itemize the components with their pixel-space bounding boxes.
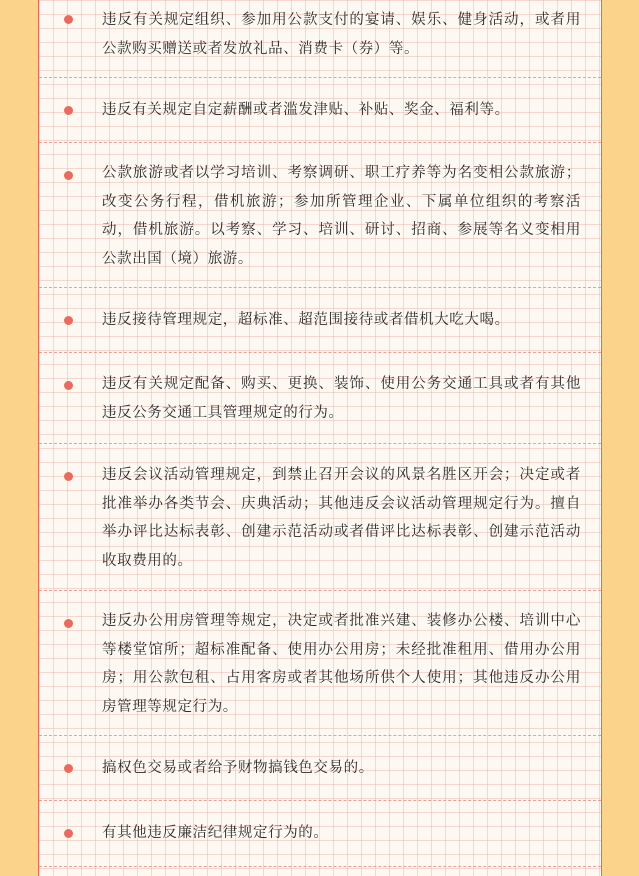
list-item-text: 搞权色交易或者给予财物搞钱色交易的。 (102, 760, 374, 776)
list-item (39, 78, 601, 142)
list-item-text: 违反接待管理规定，超标准、超范围接待或者借机大吃大喝。 (102, 312, 510, 328)
list-item (39, 736, 601, 800)
list-item (39, 353, 601, 443)
list-item (39, 444, 601, 590)
list-item-text: 公款旅游或者以学习培训、考察调研、职工疗养等为名变相公款旅游；改变公务行程，借机旅游；参加所管理企业、下属单位组织的考察活动，借机旅游。以考察、学习、培训、研讨、招商、参展等名义变相用公款出国（境）旅游。 (102, 165, 581, 267)
bullet-dot-icon (64, 171, 73, 180)
dashed-divider (39, 866, 601, 867)
list-item-text: 违反有关规定自定薪酬或者滥发津贴、补贴、奖金、福利等。 (102, 102, 510, 118)
bullet-dot-icon (64, 472, 73, 481)
bullet-dot-icon (64, 829, 73, 838)
list-item-text: 违反办公用房管理等规定，决定或者批准兴建、装修办公楼、培训中心等楼堂馆所；超标准配备、使用办公用房；未经批准租用、借用办公用房；用公款包租、占用客房或者其他场所供个人使用；其他违反办公用房管理等规定行为。 (102, 613, 581, 715)
bullet-dot-icon (64, 316, 73, 325)
list-item-text: 违反会议活动管理规定，到禁止召开会议的风景名胜区开会；决定或者批准举办各类节会、庆典活动；其他违反会议活动管理规定行为。擅自举办评比达标表彰、创建示范活动或者借评比达标表彰、创建示范活动收取费用的。 (102, 467, 581, 569)
content-panel (38, 0, 602, 876)
bullet-dot-icon (64, 764, 73, 773)
list-item (39, 288, 601, 352)
list-item (39, 143, 601, 287)
bullet-dot-icon (64, 106, 73, 115)
bullet-dot-icon (64, 15, 73, 24)
bullet-dot-icon (64, 619, 73, 628)
list-item-text: 违反有关规定配备、购买、更换、装饰、使用公务交通工具或者有其他违反公务交通工具管理规定的行为。 (102, 376, 581, 421)
list-item (39, 801, 601, 865)
list-item-text: 有其他违反廉洁纪律规定行为的。 (102, 825, 329, 841)
list-item (39, 0, 601, 77)
list-item-text: 违反有关规定组织、参加用公款支付的宴请、娱乐、健身活动，或者用公款购买赠送或者发放礼品、消费卡（券）等。 (102, 12, 581, 57)
list-item (39, 591, 601, 735)
bullet-dot-icon (64, 381, 73, 390)
